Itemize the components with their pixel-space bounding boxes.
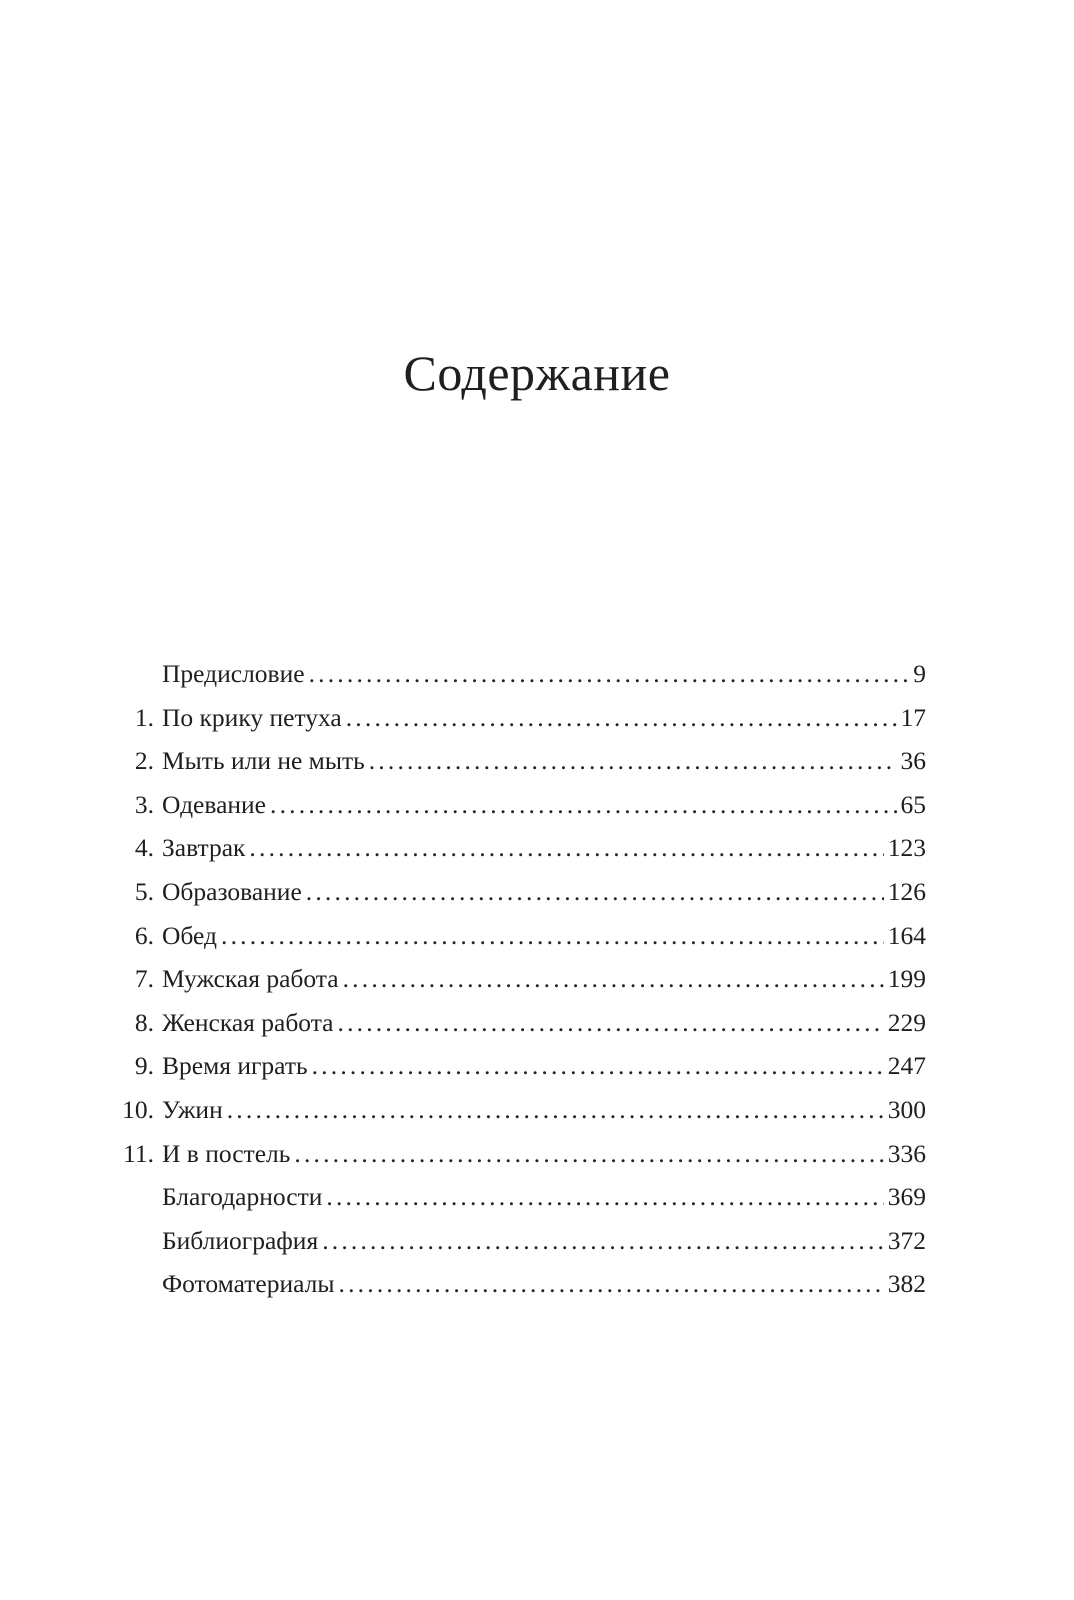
table-of-contents <box>110 652 926 1306</box>
toc-entry-page: 336 <box>887 1138 926 1168</box>
toc-entry-title: Время играть <box>162 1051 308 1081</box>
toc-entry[interactable] <box>110 1001 926 1045</box>
toc-entry-number: 1. <box>134 702 154 732</box>
toc-entry-number: 6. <box>134 920 154 950</box>
toc-entry-number: 8. <box>134 1007 154 1037</box>
toc-entry-title: Женская работа <box>162 1007 334 1037</box>
dot-leader <box>312 1044 884 1088</box>
dot-leader <box>338 1001 884 1045</box>
dot-leader <box>346 696 897 740</box>
toc-entry-page: 369 <box>887 1182 926 1212</box>
toc-entry-page: 126 <box>887 876 926 906</box>
toc-entry-title: Ужин <box>162 1094 223 1124</box>
toc-entry-number: 10. <box>122 1094 154 1124</box>
dot-leader <box>221 914 884 958</box>
toc-entry-title: Мужская работа <box>162 964 339 994</box>
dot-leader <box>339 1262 884 1306</box>
toc-entry-title: Библиография <box>162 1225 319 1255</box>
toc-entry-page: 372 <box>887 1225 926 1255</box>
page-title: Содержание <box>403 345 671 401</box>
toc-entry-page: 65 <box>900 789 926 819</box>
toc-entry[interactable] <box>110 1262 926 1306</box>
toc-entry-page: 247 <box>887 1051 926 1081</box>
toc-entry-title: Завтрак <box>162 833 246 863</box>
toc-entry[interactable] <box>110 1088 926 1132</box>
toc-entry[interactable] <box>110 652 926 696</box>
toc-entry-number: 5. <box>134 876 154 906</box>
toc-entry-number: 11. <box>123 1138 154 1168</box>
toc-entry-title: По крику петуха <box>162 702 342 732</box>
dot-leader <box>227 1088 884 1132</box>
toc-entry-title: Благодарности <box>162 1182 323 1212</box>
toc-entry-page: 300 <box>887 1094 926 1124</box>
toc-entry-page: 17 <box>900 702 926 732</box>
toc-entry-title: Предисловие <box>162 659 305 688</box>
dot-leader <box>306 870 884 914</box>
toc-entry-page: 199 <box>887 964 926 994</box>
toc-entry-number: 3. <box>134 789 154 819</box>
toc-entry[interactable] <box>110 957 926 1001</box>
toc-entry-title: Фотоматериалы <box>162 1269 335 1299</box>
toc-entry[interactable] <box>110 826 926 870</box>
dot-leader <box>369 739 897 783</box>
toc-entry-number: 9. <box>134 1051 154 1081</box>
toc-entry[interactable] <box>110 1219 926 1263</box>
toc-entry[interactable] <box>110 870 926 914</box>
toc-entry-page: 229 <box>887 1007 926 1037</box>
toc-entry[interactable] <box>110 783 926 827</box>
toc-entry-page: 9 <box>913 659 926 688</box>
dot-leader <box>270 783 896 827</box>
toc-entry[interactable] <box>110 1044 926 1088</box>
toc-entry[interactable] <box>110 1132 926 1176</box>
toc-entry-title: Мыть или не мыть <box>162 746 365 776</box>
dot-leader <box>322 1219 884 1263</box>
toc-entry-number: 2. <box>134 746 154 776</box>
toc-entry-title: Обед <box>162 920 218 950</box>
toc-entry-number: 4. <box>134 833 154 863</box>
toc-entry-page: 382 <box>887 1269 926 1299</box>
toc-entry-page: 164 <box>887 920 926 950</box>
dot-leader <box>326 1175 883 1219</box>
dot-leader <box>343 957 884 1001</box>
dot-leader <box>309 652 910 696</box>
toc-entry-title: И в постель <box>162 1138 291 1168</box>
toc-entry[interactable] <box>110 696 926 740</box>
toc-entry-title: Образование <box>162 876 302 906</box>
toc-entry[interactable] <box>110 1175 926 1219</box>
toc-entry-number: 7. <box>134 964 154 994</box>
dot-leader <box>294 1132 883 1176</box>
toc-entry-page: 123 <box>887 833 926 863</box>
toc-entry-page: 36 <box>900 746 926 776</box>
toc-entry-title: Одевание <box>162 789 267 819</box>
toc-entry[interactable] <box>110 739 926 783</box>
dot-leader <box>249 826 883 870</box>
toc-entry[interactable] <box>110 914 926 958</box>
